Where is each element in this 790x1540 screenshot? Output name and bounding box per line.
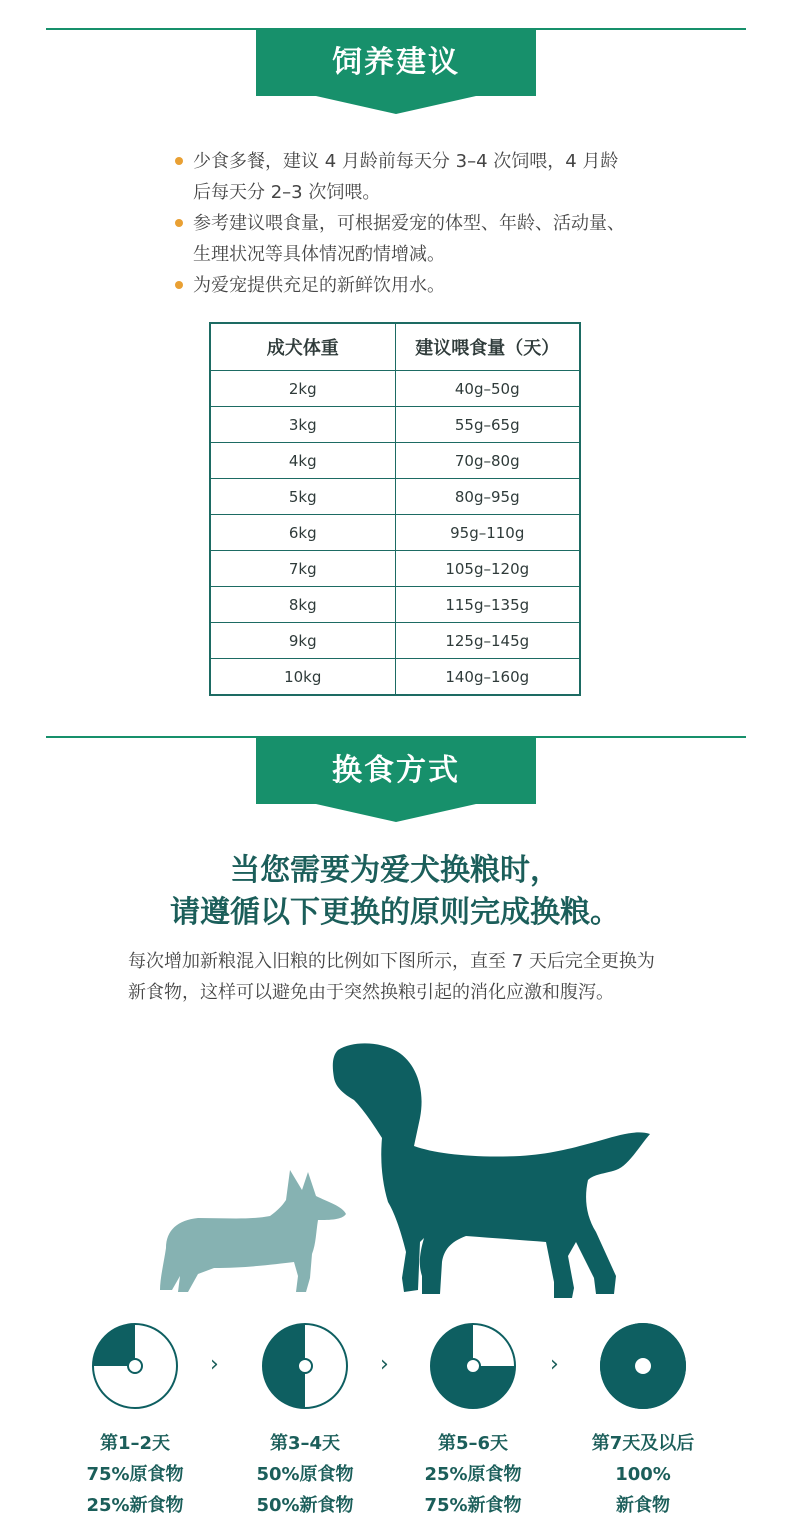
table-row bbox=[210, 515, 580, 551]
table-row bbox=[210, 443, 580, 479]
step-days: 第1–2天 bbox=[99, 1433, 171, 1454]
pie-chart-icon bbox=[429, 1322, 517, 1410]
chevron-right-icon: › bbox=[550, 1352, 559, 1377]
step-day-3-4 bbox=[215, 1322, 395, 1521]
pie-center-hole bbox=[635, 1358, 651, 1374]
bullet-dot-icon bbox=[175, 281, 183, 289]
cell-weight: 5kg bbox=[210, 479, 395, 515]
cell-amount: 70g–80g bbox=[395, 443, 580, 479]
cell-weight: 4kg bbox=[210, 443, 395, 479]
pie-chart-icon bbox=[261, 1322, 349, 1410]
header-weight: 成犬体重 bbox=[210, 323, 395, 371]
cell-amount: 95g–110g bbox=[395, 515, 580, 551]
feeding-tips-list bbox=[175, 146, 635, 301]
cell-weight: 2kg bbox=[210, 371, 395, 407]
tip-item: 少食多餐，建议 4 月龄前每天分 3–4 次饲喂，4 月龄后每天分 2–3 次饲喂。 bbox=[175, 146, 635, 208]
transition-headline-line2: 请遵循以下更换的原则完成换粮。 bbox=[170, 895, 620, 930]
cell-amount: 115g–135g bbox=[395, 587, 580, 623]
cell-amount: 125g–145g bbox=[395, 623, 580, 659]
table-row bbox=[210, 371, 580, 407]
step-line2: 50%新食物 bbox=[256, 1495, 354, 1516]
pie-slice-new-food bbox=[93, 1324, 135, 1366]
pie-center-hole bbox=[128, 1359, 142, 1373]
cell-amount: 105g–120g bbox=[395, 551, 580, 587]
cell-amount: 140g–160g bbox=[395, 659, 580, 696]
tip-item: 为爱宠提供充足的新鲜饮用水。 bbox=[175, 270, 635, 301]
transition-title: 换食方式 bbox=[256, 738, 536, 804]
cell-weight: 9kg bbox=[210, 623, 395, 659]
step-days: 第7天及以后 bbox=[591, 1433, 695, 1454]
table-row bbox=[210, 587, 580, 623]
table-row bbox=[210, 551, 580, 587]
feeding-amount-table bbox=[209, 322, 581, 696]
header-amount: 建议喂食量（天） bbox=[395, 323, 580, 371]
chevron-right-icon: › bbox=[210, 1352, 219, 1377]
step-day-1-2 bbox=[45, 1322, 225, 1521]
pie-chart-icon bbox=[599, 1322, 687, 1410]
step-day-5-6 bbox=[383, 1322, 563, 1521]
step-day-7-plus bbox=[553, 1322, 733, 1521]
cell-weight: 7kg bbox=[210, 551, 395, 587]
table-row bbox=[210, 659, 580, 696]
table-header-row bbox=[210, 323, 580, 371]
pie-chart-icon bbox=[91, 1322, 179, 1410]
cell-weight: 6kg bbox=[210, 515, 395, 551]
transition-headline-line1: 当您需要为爱犬换粮时， bbox=[230, 853, 560, 888]
cell-amount: 40g–50g bbox=[395, 371, 580, 407]
cell-weight: 10kg bbox=[210, 659, 395, 696]
feeding-title: 饲养建议 bbox=[256, 30, 536, 96]
table-row bbox=[210, 407, 580, 443]
step-line2: 25%新食物 bbox=[86, 1495, 184, 1516]
bullet-dot-icon bbox=[175, 219, 183, 227]
step-line1: 75%原食物 bbox=[86, 1464, 184, 1485]
pie-center-hole bbox=[298, 1359, 312, 1373]
step-days: 第5–6天 bbox=[437, 1433, 509, 1454]
cell-weight: 3kg bbox=[210, 407, 395, 443]
step-line1: 25%原食物 bbox=[424, 1464, 522, 1485]
cell-amount: 55g–65g bbox=[395, 407, 580, 443]
pie-center-hole bbox=[466, 1359, 480, 1373]
step-line1: 50%原食物 bbox=[256, 1464, 354, 1485]
labrador-silhouette-icon bbox=[332, 1042, 656, 1298]
table-row bbox=[210, 479, 580, 515]
step-line2: 75%新食物 bbox=[424, 1495, 522, 1516]
tip-item: 参考建议喂食量，可根据爱宠的体型、年龄、活动量、生理状况等具体情况酌情增减。 bbox=[175, 208, 635, 270]
step-line2: 新食物 bbox=[616, 1495, 670, 1516]
cell-amount: 80g–95g bbox=[395, 479, 580, 515]
banner-arrow-feeding bbox=[316, 96, 476, 114]
corgi-silhouette-icon bbox=[158, 1166, 350, 1300]
cell-weight: 8kg bbox=[210, 587, 395, 623]
step-line1: 100% bbox=[615, 1464, 671, 1485]
step-days: 第3–4天 bbox=[269, 1433, 341, 1454]
table-row bbox=[210, 623, 580, 659]
chevron-right-icon: › bbox=[380, 1352, 389, 1377]
transition-intro: 每次增加新粮混入旧粮的比例如下图所示，直至 7 天后完全更换为新食物，这样可以避免由于突然换粮引起的消化应激和腹泻。 bbox=[128, 951, 655, 1003]
bullet-dot-icon bbox=[175, 157, 183, 165]
banner-arrow-transition bbox=[316, 804, 476, 822]
